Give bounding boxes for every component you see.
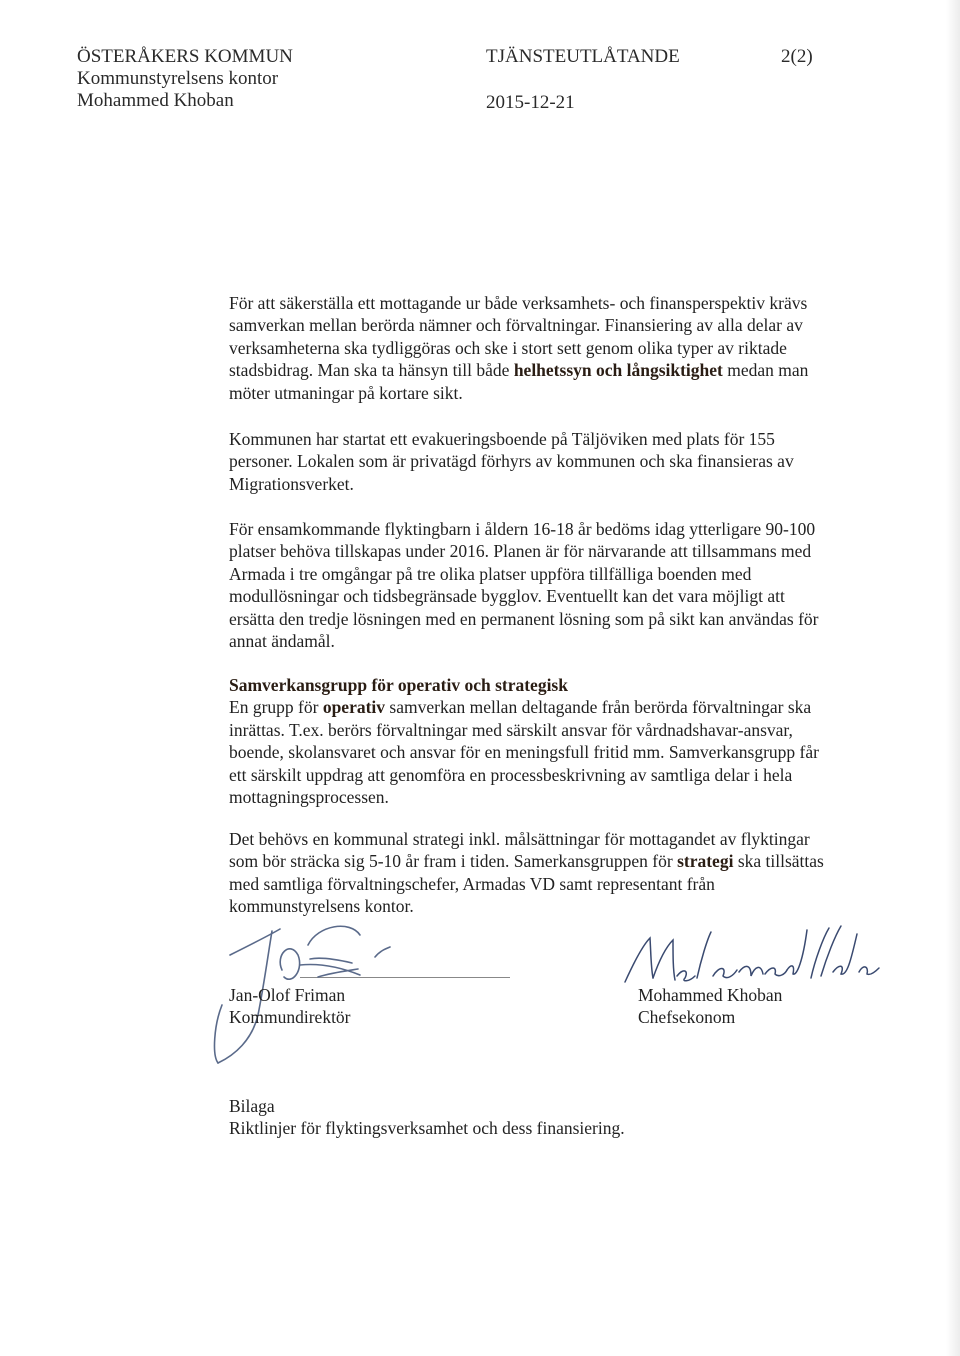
doc-type: TJÄNSTEUTLÅTANDE — [486, 46, 680, 67]
page-number: 2(2) — [781, 46, 813, 67]
emphasis-text: strategi — [677, 851, 734, 872]
section-heading: Samverkansgrupp för operativ och strategisk — [229, 675, 568, 695]
paragraph-unaccompanied — [229, 518, 829, 652]
paragraph-text: ska tillsättas med samtliga förvaltningschefer, Armadas VD samt representant från kommunstyrelsens kontor. — [229, 851, 824, 917]
attachment-label: Bilaga — [229, 1096, 275, 1116]
attachment-section — [229, 1095, 829, 1140]
paragraph-text: För att säkerställa ett mottagande ur både verksamhets- och finansperspektiv krävs samverkan mellan berörda nämner och förvaltningar. Finansiering av alla delar av verksamheterna ska tydliggöras och ske i stort sett genom olika typer av riktade stadsbidrag. Man ska ta hänsyn till både — [229, 293, 808, 381]
signature-left — [229, 984, 351, 1028]
org-name: ÖSTERÅKERS KOMMUN — [77, 46, 293, 67]
signature-right — [638, 984, 782, 1028]
emphasis-text: operativ — [322, 697, 386, 718]
signatory-title: Chefsekonom — [638, 1007, 736, 1027]
header-left — [77, 46, 293, 112]
paragraph-financing — [229, 292, 829, 404]
paragraph-text: En grupp för — [229, 697, 323, 718]
paragraph-text: För ensamkommande flyktingbarn i åldern 16-18 år bedöms idag ytterligare 90-100 platser behöva tillskapas under 2016. Planen är för närvarande att tillsammans med Armada i tre omgångar på tre olika platser uppföra tillfälliga boenden med modullösningar och tidsbegränsade bygglov. Eventuellt kan det vara möjligt att ersätta den tredje lösningen med en permanent lösning som på sikt kan användas för annat ändamål. — [229, 519, 819, 652]
paragraph-text: Kommunen har startat ett evakueringsboende på Täljöviken med plats för 155 personer. Lokalen som är privatägd förhyrs av kommunen och ska finansieras av Migrationsverket. — [229, 429, 794, 494]
signatory-name: Mohammed Khoban — [638, 985, 783, 1005]
author-name: Mohammed Khoban — [77, 90, 234, 111]
department-name: Kommunstyrelsens kontor — [77, 68, 279, 89]
emphasis-text: helhetssyn och långsiktighet — [513, 360, 723, 381]
signature-right-image — [615, 920, 885, 990]
doc-date: 2015-12-21 — [486, 92, 575, 113]
signatory-title: Kommundirektör — [229, 1007, 351, 1027]
attachment-text: Riktlinjer för flyktingsverksamhet och dess finansiering. — [229, 1118, 625, 1139]
paragraph-text: medan man möter utmaningar på kortare sikt. — [229, 360, 809, 403]
scan-edge — [946, 0, 960, 1356]
section-cooperation — [229, 674, 829, 808]
paragraph-text: Det behövs en kommunal strategi inkl. målsättningar för mottagandet av flyktingar som bör sträcka sig 5-10 år fram i tiden. Samerkansgruppen för — [229, 829, 810, 872]
paragraph-text: samverkan mellan deltagande från berörda förvaltningar ska inrättas. T.ex. berörs förvaltningar med särskilt ansvar för vårdnadshavar-ansvar, boende, skolansvaret och ansvar för en meningsfull fritid mm. Samverkansgrupp får ett särskilt uppdrag att genomföra en processbeskrivning av samtliga delar i hela mottagningsprocessen. — [229, 697, 819, 808]
paragraph-evacuation — [229, 428, 829, 495]
paragraph-strategy — [229, 828, 829, 918]
signatory-name: Jan-Olof Friman — [229, 985, 346, 1005]
